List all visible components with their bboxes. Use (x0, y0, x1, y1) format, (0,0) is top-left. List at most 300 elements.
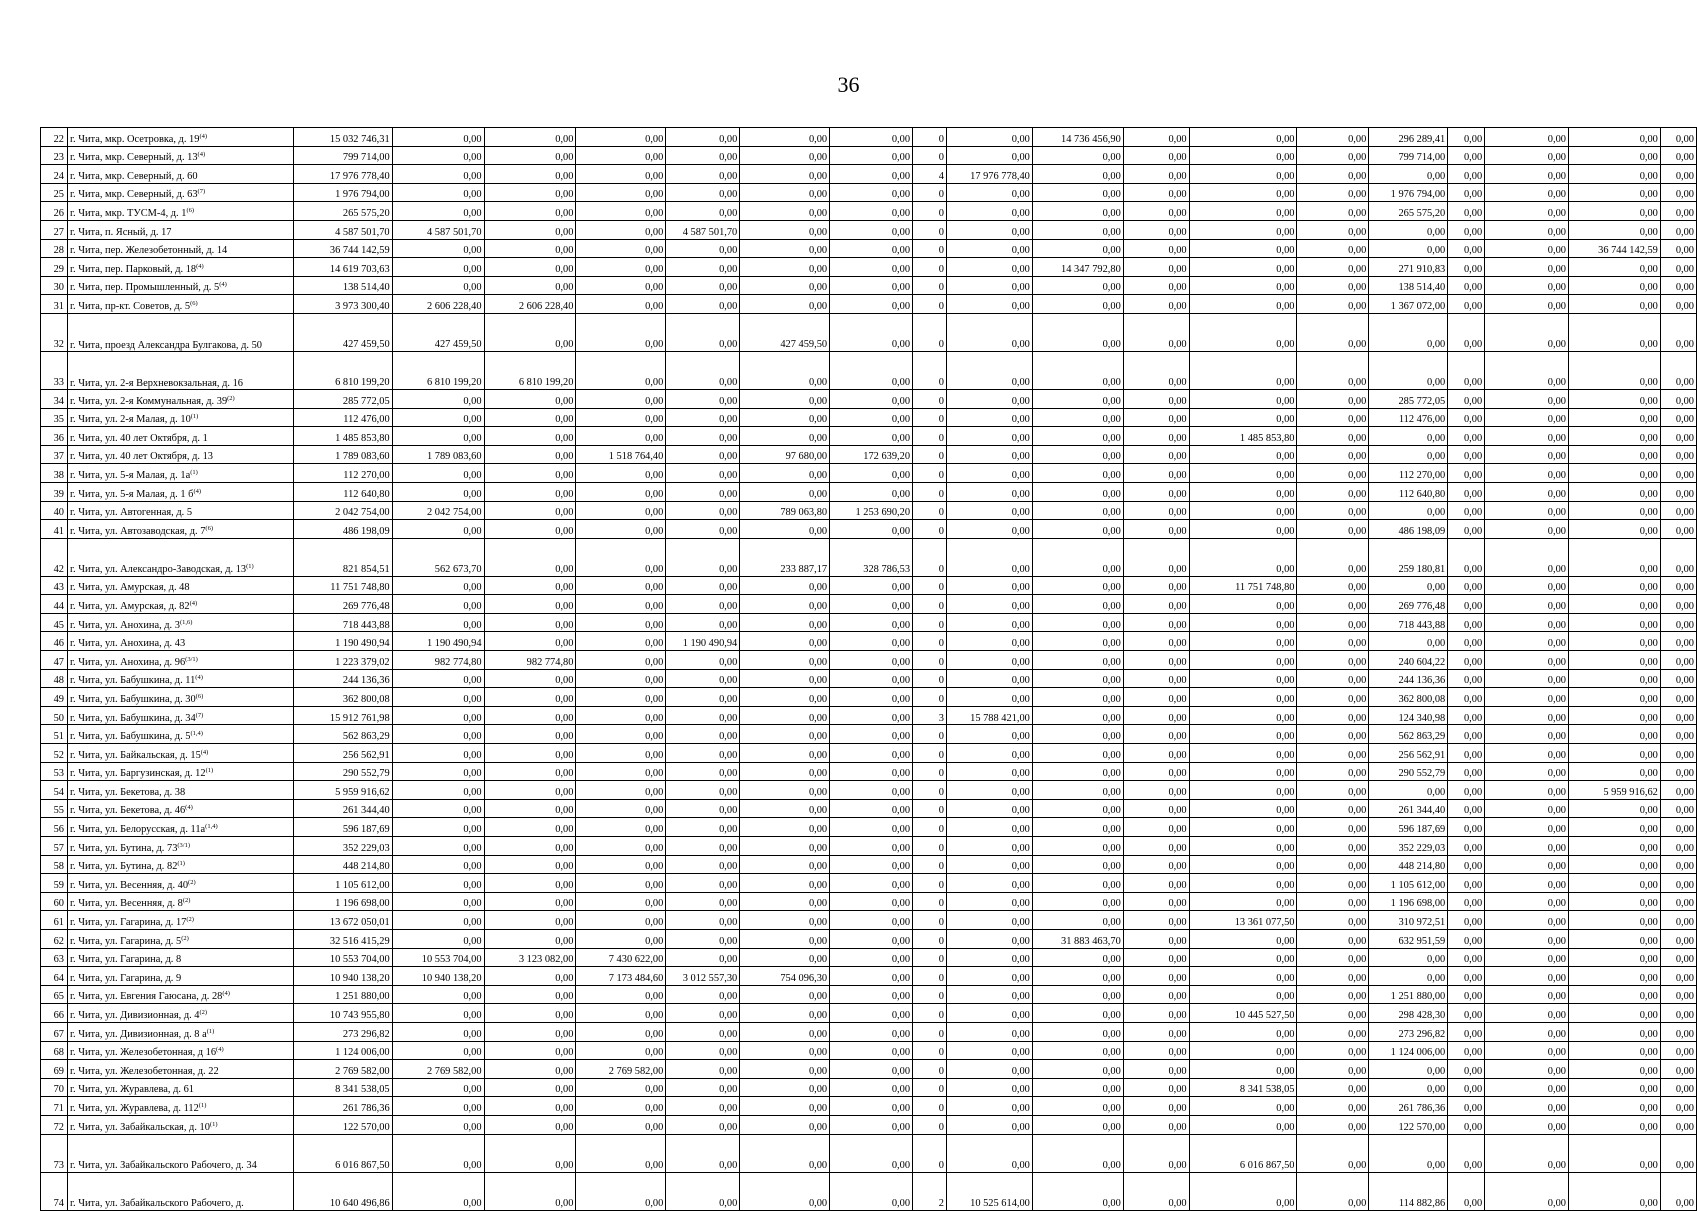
value-cell: 259 180,81 (1369, 538, 1448, 576)
value-cell: 0,00 (1660, 818, 1696, 837)
value-cell: 0,00 (1297, 744, 1369, 763)
value-cell: 0,00 (1189, 1060, 1297, 1079)
value-cell: 0,00 (946, 948, 1032, 967)
value-cell: 0,00 (946, 725, 1032, 744)
value-cell: 0,00 (484, 313, 576, 351)
value-cell: 0,00 (830, 183, 913, 202)
value-cell: 0,00 (740, 1078, 830, 1097)
value-cell: 0,00 (1660, 651, 1696, 670)
value-cell: 0,00 (946, 855, 1032, 874)
value-cell: 0,00 (1369, 576, 1448, 595)
value-cell: 0,00 (1189, 874, 1297, 893)
value-cell: 0,00 (946, 874, 1032, 893)
value-cell: 0,00 (1297, 669, 1369, 688)
value-cell: 0,00 (1032, 445, 1123, 464)
value-cell: 0,00 (666, 1060, 740, 1079)
value-cell: 11 751 748,80 (1189, 576, 1297, 595)
value-cell: 0,00 (666, 239, 740, 258)
table-row (41, 651, 1697, 670)
address-text: г. Чита, ул. 5-я Малая, д. 1а (69, 469, 191, 481)
value-cell: 0,00 (1660, 165, 1696, 184)
value-cell: 0,00 (1032, 855, 1123, 874)
value-cell: 0,00 (392, 985, 484, 1004)
value-cell: 0,00 (484, 220, 576, 239)
value-cell: 0,00 (830, 706, 913, 725)
value-cell: 0,00 (740, 427, 830, 446)
value-cell: 0,00 (1660, 967, 1696, 986)
value-cell: 0,00 (830, 837, 913, 856)
address-cell (67, 799, 293, 818)
value-cell: 2 606 228,40 (484, 295, 576, 314)
value-cell: 0,00 (1568, 669, 1660, 688)
table-row (41, 818, 1697, 837)
value-cell: 0,00 (484, 576, 576, 595)
table-row (41, 744, 1697, 763)
value-cell: 0,00 (1189, 389, 1297, 408)
value-cell: 0,00 (576, 146, 666, 165)
value-cell: 0,00 (1123, 651, 1189, 670)
address-cell (67, 128, 293, 147)
row-number: 54 (41, 781, 68, 800)
footnote-mark: (1) (206, 1027, 215, 1035)
value-cell: 0,00 (1123, 165, 1189, 184)
value-cell: 0,00 (484, 183, 576, 202)
value-cell: 0,00 (484, 985, 576, 1004)
address-text: г. Чита, ул. Бабушкина, д. 5 (69, 731, 191, 743)
row-number: 36 (41, 427, 68, 446)
value-cell: 0,00 (1189, 408, 1297, 427)
footnote-mark: (7) (197, 188, 206, 196)
table-row (41, 183, 1697, 202)
value-cell: 0,00 (666, 445, 740, 464)
value-cell: 4 587 501,70 (293, 220, 392, 239)
value-cell: 0,00 (1568, 1022, 1660, 1041)
footnote-mark: (4) (197, 151, 206, 159)
value-cell: 1 485 853,80 (1189, 427, 1297, 446)
value-cell: 0,00 (1568, 538, 1660, 576)
value-cell: 0,00 (1189, 744, 1297, 763)
value-cell: 0,00 (1189, 239, 1297, 258)
value-cell: 0,00 (1032, 892, 1123, 911)
address-cell (67, 408, 293, 427)
value-cell: 0,00 (1123, 706, 1189, 725)
address-cell (67, 818, 293, 837)
value-cell: 0,00 (1189, 146, 1297, 165)
value-cell: 0 (913, 258, 947, 277)
footnote-mark: (2) (227, 394, 235, 402)
value-cell: 0,00 (666, 855, 740, 874)
value-cell: 0,00 (1032, 538, 1123, 576)
value-cell: 0,00 (740, 1115, 830, 1134)
value-cell: 0,00 (1448, 892, 1485, 911)
value-cell: 0,00 (1297, 818, 1369, 837)
value-cell: 1 789 083,60 (293, 445, 392, 464)
value-cell: 0,00 (576, 985, 666, 1004)
value-cell: 0,00 (1568, 1041, 1660, 1060)
footnote-mark: (4) (219, 281, 227, 289)
value-cell: 0,00 (1123, 948, 1189, 967)
value-cell: 0,00 (1369, 351, 1448, 389)
value-cell: 256 562,91 (1369, 744, 1448, 763)
value-cell: 0,00 (740, 837, 830, 856)
value-cell: 0,00 (1568, 1134, 1660, 1172)
value-cell: 0,00 (1032, 1172, 1123, 1210)
value-cell: 352 229,03 (1369, 837, 1448, 856)
value-cell: 0,00 (1485, 967, 1569, 986)
value-cell: 0,00 (1369, 165, 1448, 184)
value-cell: 244 136,36 (293, 669, 392, 688)
address-cell (67, 892, 293, 911)
value-cell: 0,00 (1660, 911, 1696, 930)
value-cell: 0,00 (576, 351, 666, 389)
value-cell: 0,00 (1032, 146, 1123, 165)
value-cell: 0,00 (484, 501, 576, 520)
value-cell: 2 769 582,00 (293, 1060, 392, 1079)
value-cell: 0,00 (1568, 762, 1660, 781)
value-cell: 0,00 (1189, 632, 1297, 651)
value-cell: 0,00 (1568, 818, 1660, 837)
value-cell: 0,00 (1032, 239, 1123, 258)
value-cell: 0,00 (1297, 1134, 1369, 1172)
address-cell (67, 239, 293, 258)
value-cell: 0,00 (830, 1060, 913, 1079)
value-cell: 0,00 (1297, 985, 1369, 1004)
value-cell: 0,00 (1369, 967, 1448, 986)
value-cell: 0,00 (1032, 837, 1123, 856)
value-cell: 0,00 (666, 725, 740, 744)
value-cell: 0,00 (484, 762, 576, 781)
value-cell: 0,00 (1568, 688, 1660, 707)
value-cell: 0,00 (1485, 427, 1569, 446)
value-cell: 0,00 (1123, 874, 1189, 893)
value-cell: 5 959 916,62 (1568, 781, 1660, 800)
value-cell: 0,00 (1123, 744, 1189, 763)
value-cell: 0 (913, 1060, 947, 1079)
value-cell: 0,00 (1568, 389, 1660, 408)
value-cell: 362 800,08 (293, 688, 392, 707)
value-cell: 0 (913, 408, 947, 427)
value-cell: 0,00 (1123, 1078, 1189, 1097)
value-cell: 0,00 (666, 948, 740, 967)
value-cell: 427 459,50 (392, 313, 484, 351)
row-number: 34 (41, 389, 68, 408)
address-text: г. Чита, ул. Автогенная, д. 5 (69, 507, 193, 519)
value-cell: 0,00 (1448, 538, 1485, 576)
value-cell: 0,00 (484, 818, 576, 837)
value-cell: 0,00 (1189, 985, 1297, 1004)
value-cell: 0,00 (830, 128, 913, 147)
footnote-mark: (2) (181, 934, 189, 942)
value-cell: 3 973 300,40 (293, 295, 392, 314)
value-cell: 0 (913, 220, 947, 239)
value-cell: 0 (913, 651, 947, 670)
value-cell: 0,00 (666, 688, 740, 707)
value-cell: 0,00 (1485, 1172, 1569, 1210)
value-cell: 0,00 (1448, 202, 1485, 221)
value-cell: 562 863,29 (293, 725, 392, 744)
value-cell: 0,00 (392, 613, 484, 632)
value-cell: 0,00 (1568, 1004, 1660, 1023)
value-cell: 0,00 (1568, 501, 1660, 520)
value-cell: 427 459,50 (740, 313, 830, 351)
value-cell: 0,00 (1189, 520, 1297, 539)
value-cell: 0,00 (946, 538, 1032, 576)
value-cell: 0,00 (830, 892, 913, 911)
row-number: 65 (41, 985, 68, 1004)
value-cell: 0,00 (830, 313, 913, 351)
value-cell: 0,00 (830, 408, 913, 427)
value-cell: 10 445 527,50 (1189, 1004, 1297, 1023)
value-cell: 0 (913, 799, 947, 818)
value-cell: 0,00 (392, 892, 484, 911)
value-cell: 0 (913, 295, 947, 314)
value-cell: 486 198,09 (293, 520, 392, 539)
value-cell: 0,00 (666, 389, 740, 408)
value-cell: 0,00 (1297, 202, 1369, 221)
row-number: 28 (41, 239, 68, 258)
address-cell (67, 669, 293, 688)
value-cell: 0,00 (1448, 576, 1485, 595)
value-cell: 273 296,82 (1369, 1022, 1448, 1041)
value-cell: 0,00 (946, 985, 1032, 1004)
value-cell: 13 672 050,01 (293, 911, 392, 930)
table-row (41, 725, 1697, 744)
value-cell: 0,00 (1189, 948, 1297, 967)
value-cell: 0,00 (1123, 538, 1189, 576)
value-cell: 0,00 (1189, 482, 1297, 501)
value-cell: 0,00 (1448, 613, 1485, 632)
value-cell: 0,00 (576, 258, 666, 277)
value-cell: 1 485 853,80 (293, 427, 392, 446)
value-cell: 0 (913, 576, 947, 595)
value-cell: 0,00 (1189, 1022, 1297, 1041)
value-cell: 244 136,36 (1369, 669, 1448, 688)
value-cell: 261 786,36 (1369, 1097, 1448, 1116)
value-cell: 269 776,48 (1369, 595, 1448, 614)
value-cell: 0,00 (740, 464, 830, 483)
value-cell: 0,00 (1485, 632, 1569, 651)
value-cell: 0 (913, 892, 947, 911)
table-row (41, 389, 1697, 408)
address-cell (67, 258, 293, 277)
value-cell: 718 443,88 (1369, 613, 1448, 632)
footnote-mark: (4) (185, 804, 193, 812)
value-cell: 1 251 880,00 (1369, 985, 1448, 1004)
value-cell: 0,00 (1568, 651, 1660, 670)
address-cell (67, 837, 293, 856)
value-cell: 17 976 778,40 (293, 165, 392, 184)
value-cell: 0,00 (1448, 762, 1485, 781)
value-cell: 0,00 (830, 202, 913, 221)
table-row (41, 128, 1697, 147)
value-cell: 0,00 (1660, 501, 1696, 520)
value-cell: 0,00 (666, 706, 740, 725)
address-text: г. Чита, ул. Анохина, д. 43 (69, 638, 186, 650)
value-cell: 0,00 (1660, 1097, 1696, 1116)
value-cell: 0,00 (484, 706, 576, 725)
value-cell: 0,00 (1032, 1115, 1123, 1134)
value-cell: 0,00 (1032, 762, 1123, 781)
table-row (41, 1115, 1697, 1134)
value-cell: 265 575,20 (293, 202, 392, 221)
footnote-mark: (2) (182, 897, 191, 905)
value-cell: 0,00 (1297, 706, 1369, 725)
value-cell: 0,00 (1660, 220, 1696, 239)
value-cell: 0,00 (1660, 874, 1696, 893)
value-cell: 0,00 (1297, 929, 1369, 948)
value-cell: 0,00 (1660, 985, 1696, 1004)
value-cell: 298 428,30 (1369, 1004, 1448, 1023)
value-cell: 0,00 (1369, 239, 1448, 258)
value-cell: 0,00 (666, 892, 740, 911)
value-cell: 0 (913, 1078, 947, 1097)
value-cell: 0,00 (1660, 1115, 1696, 1134)
address-text: г. Чита, ул. 2-я Коммунальная, д. 39 (69, 395, 228, 407)
value-cell: 112 476,00 (1369, 408, 1448, 427)
value-cell: 0,00 (1568, 874, 1660, 893)
address-cell (67, 744, 293, 763)
address-text: г. Чита, ул. 2-я Верхневокзальная, д. 16 (69, 377, 243, 389)
value-cell: 0,00 (576, 482, 666, 501)
value-cell: 0,00 (1189, 725, 1297, 744)
value-cell: 14 736 456,90 (1032, 128, 1123, 147)
table-row (41, 985, 1697, 1004)
value-cell: 0,00 (1032, 1041, 1123, 1060)
value-cell: 1 976 794,00 (1369, 183, 1448, 202)
value-cell: 0,00 (1032, 276, 1123, 295)
value-cell: 0,00 (1448, 651, 1485, 670)
value-cell: 0,00 (666, 482, 740, 501)
table-row (41, 482, 1697, 501)
value-cell: 0,00 (1485, 445, 1569, 464)
value-cell: 0,00 (1448, 295, 1485, 314)
value-cell: 0,00 (392, 837, 484, 856)
value-cell: 0,00 (576, 389, 666, 408)
value-cell: 0,00 (1032, 595, 1123, 614)
value-cell: 0,00 (1123, 276, 1189, 295)
table-row (41, 1022, 1697, 1041)
row-number: 68 (41, 1041, 68, 1060)
value-cell: 0,00 (1568, 855, 1660, 874)
value-cell: 0,00 (576, 1172, 666, 1210)
value-cell: 0,00 (830, 967, 913, 986)
address-text: г. Чита, ул. Журавлева, д. 61 (69, 1084, 194, 1096)
value-cell: 0,00 (1123, 837, 1189, 856)
value-cell: 0,00 (1189, 613, 1297, 632)
row-number: 60 (41, 892, 68, 911)
value-cell: 0,00 (392, 427, 484, 446)
address-text: г. Чита, ул. Автозаводская, д. 7 (69, 525, 206, 537)
value-cell: 0,00 (1297, 688, 1369, 707)
value-cell: 0,00 (740, 1041, 830, 1060)
value-cell: 0,00 (1485, 892, 1569, 911)
value-cell: 0,00 (1189, 651, 1297, 670)
row-number: 45 (41, 613, 68, 632)
value-cell: 1 367 072,00 (1369, 295, 1448, 314)
value-cell: 0,00 (1123, 295, 1189, 314)
value-cell: 0,00 (1568, 520, 1660, 539)
value-cell: 0,00 (1297, 874, 1369, 893)
table-row (41, 632, 1697, 651)
value-cell: 0,00 (484, 1115, 576, 1134)
value-cell: 0,00 (1297, 389, 1369, 408)
address-cell (67, 1115, 293, 1134)
value-cell: 0 (913, 929, 947, 948)
value-cell: 0,00 (740, 1172, 830, 1210)
table-row (41, 781, 1697, 800)
value-cell: 0,00 (1189, 183, 1297, 202)
value-cell: 0,00 (946, 1004, 1032, 1023)
value-cell: 0,00 (1485, 389, 1569, 408)
value-cell: 0,00 (484, 1172, 576, 1210)
value-cell: 0,00 (1123, 762, 1189, 781)
value-cell: 0,00 (1123, 929, 1189, 948)
value-cell: 7 173 484,60 (576, 967, 666, 986)
address-text: г. Чита, ул. Весенняя, д. 40 (69, 879, 189, 891)
value-cell: 0,00 (1123, 239, 1189, 258)
value-cell: 0,00 (946, 202, 1032, 221)
value-cell: 0,00 (666, 744, 740, 763)
value-cell: 1 190 490,94 (392, 632, 484, 651)
value-cell: 0,00 (1032, 1134, 1123, 1172)
value-cell: 13 361 077,50 (1189, 911, 1297, 930)
table-row (41, 874, 1697, 893)
value-cell: 0 (913, 501, 947, 520)
value-cell: 15 912 761,98 (293, 706, 392, 725)
value-cell: 5 959 916,62 (293, 781, 392, 800)
value-cell: 0,00 (392, 595, 484, 614)
value-cell: 0,00 (666, 762, 740, 781)
value-cell: 0,00 (740, 183, 830, 202)
value-cell: 0,00 (1448, 967, 1485, 986)
value-cell: 0,00 (1123, 1172, 1189, 1210)
value-cell: 0 (913, 538, 947, 576)
footnote-mark: (6) (186, 207, 195, 215)
value-cell: 0,00 (484, 688, 576, 707)
value-cell: 0,00 (1660, 762, 1696, 781)
value-cell: 0,00 (1448, 799, 1485, 818)
value-cell: 0,00 (1123, 351, 1189, 389)
value-cell: 0,00 (830, 688, 913, 707)
value-cell: 0,00 (1485, 408, 1569, 427)
value-cell: 0,00 (946, 520, 1032, 539)
value-cell: 0,00 (740, 985, 830, 1004)
value-cell: 0,00 (830, 613, 913, 632)
value-cell: 0 (913, 818, 947, 837)
row-number: 33 (41, 351, 68, 389)
address-cell (67, 313, 293, 351)
value-cell: 799 714,00 (293, 146, 392, 165)
table-row (41, 408, 1697, 427)
value-cell: 0,00 (1123, 855, 1189, 874)
value-cell: 0,00 (484, 146, 576, 165)
value-cell: 97 680,00 (740, 445, 830, 464)
row-number: 72 (41, 1115, 68, 1134)
value-cell: 0,00 (1297, 445, 1369, 464)
address-text: г. Чита, ул. Гагарина, д. 5 (69, 935, 182, 947)
value-cell: 0,00 (1123, 1115, 1189, 1134)
value-cell: 0,00 (1568, 911, 1660, 930)
table-row (41, 1060, 1697, 1079)
value-cell: 0,00 (666, 929, 740, 948)
value-cell: 1 518 764,40 (576, 445, 666, 464)
value-cell: 0,00 (1485, 482, 1569, 501)
value-cell: 0,00 (1032, 520, 1123, 539)
value-cell: 36 744 142,59 (293, 239, 392, 258)
address-text: г. Чита, ул. Амурская, д. 82 (69, 600, 190, 612)
table-row (41, 258, 1697, 277)
value-cell: 0,00 (1297, 146, 1369, 165)
